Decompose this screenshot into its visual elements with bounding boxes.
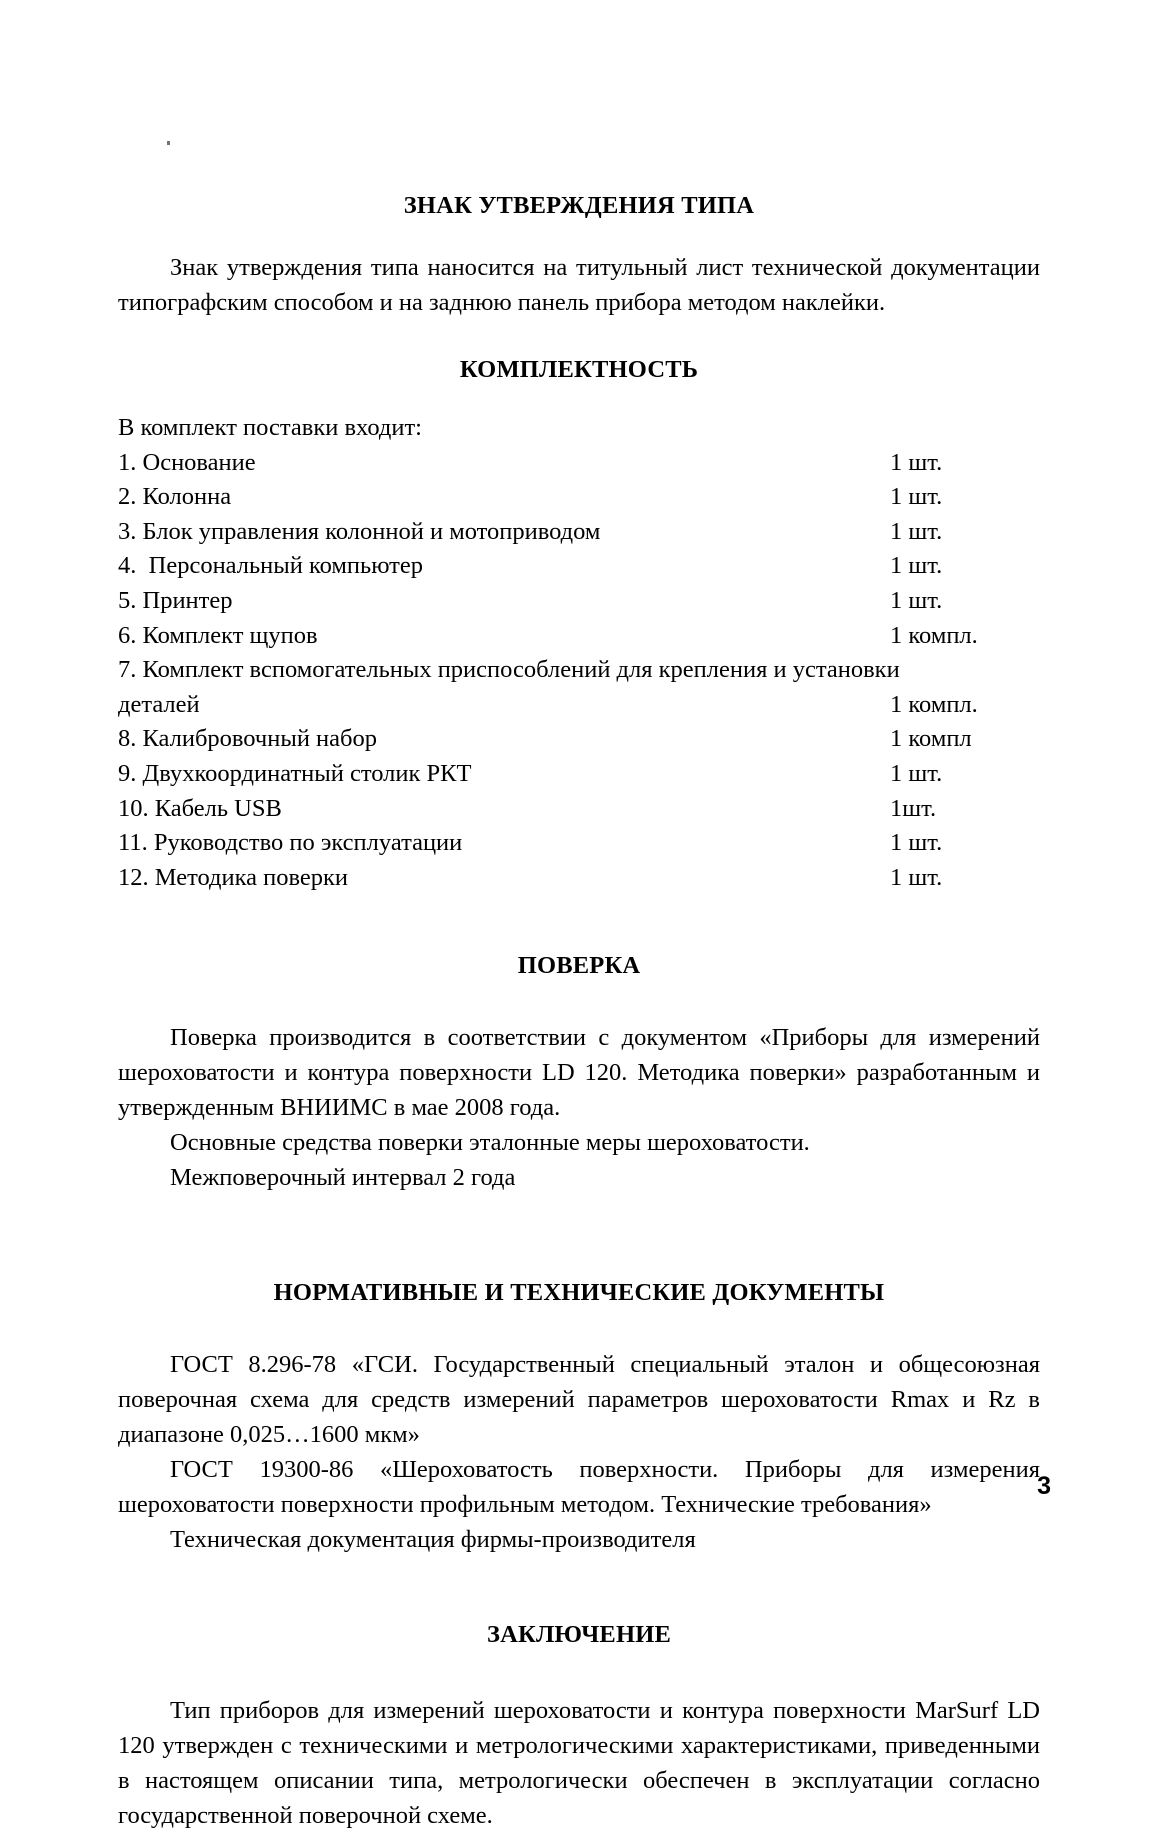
list-item-label: 10. Кабель USB — [118, 794, 282, 822]
list-item-quantity: 1 шт. — [890, 448, 943, 476]
heading-komplektnost: КОМПЛЕКТНОСТЬ — [459, 356, 699, 383]
paragraph-gost-8-296-78: ГОСТ 8.296-78 «ГСИ. Государственный специальный эталон и общесоюзная поверочная схема для средств измерений параметров шероховатости Rmax и Rz в диапазоне 0,025…1600 мкм» — [118, 1351, 1040, 1449]
list-item-label: 2. Колонна — [118, 483, 232, 511]
list-item-quantity: 1 шт. — [890, 586, 943, 614]
page-number: 3 — [1037, 1472, 1051, 1500]
list-item — [118, 722, 1040, 757]
list-item-quantity: 1 шт. — [890, 517, 943, 545]
list-item-label: 1. Основание — [118, 448, 256, 476]
list-item-quantity: 1 шт. — [890, 759, 943, 787]
list-item-label: 9. Двухкоординатный столик РКТ — [118, 759, 472, 787]
paragraph-gost-19300-86: ГОСТ 19300-86 «Шероховатость поверхности. Приборы для измерения шероховатости поверхности профильным методом. Технические требования» — [118, 1456, 1040, 1519]
list-item — [118, 826, 1040, 861]
list-item-continuation — [118, 688, 1040, 723]
list-item-label: 12. Методика поверки — [118, 863, 349, 891]
section-conclusion — [118, 1557, 1040, 1649]
list-item-quantity: 1 компл. — [890, 621, 978, 649]
paragraph-poverka-2: Основные средства поверки эталонные меры шероховатости. — [170, 1129, 810, 1157]
section-komplektnost — [118, 320, 1040, 384]
heading-znak-utverzhdeniya-tipa: ЗНАК УТВЕРЖДЕНИЯ ТИПА — [403, 192, 755, 219]
list-item-label: 7. Комплект вспомогательных приспособлений для крепления и установки — [118, 656, 900, 684]
paragraph-poverka-3: Межповерочный интервал 2 года — [170, 1164, 516, 1192]
list-item — [118, 549, 1040, 584]
heading-normativnye-i-tehnicheskie-dokumenty: НОРМАТИВНЫЕ И ТЕХНИЧЕСКИЕ ДОКУМЕНТЫ — [273, 1279, 885, 1307]
list-item-label-continued: деталей — [118, 690, 200, 718]
page-content — [118, 0, 1040, 1833]
paragraph-manufacturer-documentation: Техническая документация фирмы-производителя — [170, 1526, 696, 1554]
list-item — [118, 515, 1040, 550]
list-item-quantity: 1 шт. — [890, 829, 943, 857]
list-item — [118, 861, 1040, 896]
list-item — [118, 480, 1040, 515]
heading-poverka: ПОВЕРКА — [517, 952, 641, 980]
paragraph-poverka-1: Поверка производится в соответствии с документом «Приборы для измерений шероховатости и контура поверхности LD 120. Методика поверки» разработанным и утвержденным ВНИИМС в мае 2008 года. — [118, 1024, 1040, 1122]
paragraph-conclusion-body: Тип приборов для измерений шероховатости и контура поверхности MarSurf LD 120 утвержден с техническими и метрологическими характеристиками, приведенными в настоящем описании типа, метрологически обеспечен в эксплуатации согласно государственной поверочной схеме. — [118, 1697, 1040, 1830]
list-item-quantity: 1 шт. — [890, 552, 943, 580]
list-item — [118, 653, 1040, 688]
list-item-quantity: 1 шт. — [890, 863, 943, 891]
paragraph-znak-body: Знак утверждения типа наносится на титульный лист технической документации типографским способом и на заднюю панель прибора методом наклейки. — [118, 254, 1040, 316]
list-item-quantity: 1 компл — [890, 725, 972, 753]
list-item-label: 11. Руководство по эксплуатации — [118, 829, 463, 857]
section-znak — [118, 0, 1040, 220]
list-item-label: 4. Персональный компьютер — [118, 552, 424, 580]
list-item — [118, 446, 1040, 481]
section-poverka — [118, 895, 1040, 980]
list-item-label: 6. Комплект щупов — [118, 621, 318, 649]
list-item-label: 3. Блок управления колонной и мотоприводом — [118, 517, 601, 545]
section-normative-documents — [118, 1195, 1040, 1307]
heading-zaklyuchenie: ЗАКЛЮЧЕНИЕ — [486, 1621, 672, 1649]
list-item — [118, 792, 1040, 827]
list-item-quantity: 1 шт. — [890, 483, 943, 511]
komplektnost-intro: В комплект поставки входит: — [118, 414, 422, 441]
komplektnost-list — [118, 446, 1040, 896]
list-item — [118, 619, 1040, 654]
list-item-label: 8. Калибровочный набор — [118, 725, 378, 753]
list-item — [118, 584, 1040, 619]
list-item-quantity: 1шт. — [890, 794, 937, 822]
list-item — [118, 757, 1040, 792]
list-item-label: 5. Принтер — [118, 586, 233, 614]
list-item-quantity: 1 компл. — [890, 690, 978, 718]
